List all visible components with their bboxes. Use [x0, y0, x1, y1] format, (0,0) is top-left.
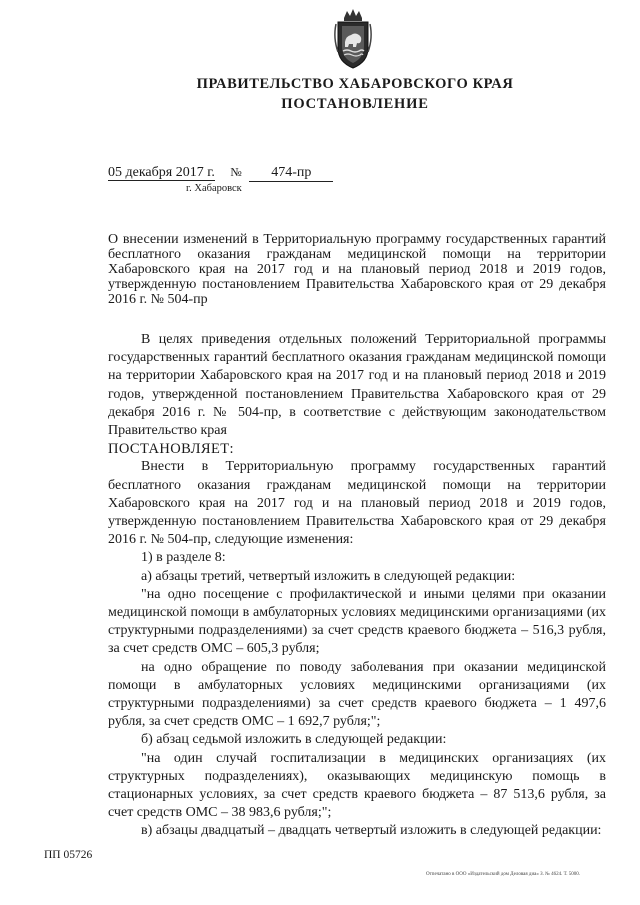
body-paragraph: 1) в разделе 8: [141, 550, 226, 566]
body-paragraph: "на один случай госпитализации в медицинских организациях (их структурных подразделениях), оказывающих медицинскую помощь в стационарных условиях, за счет средств краевого бюджета – 87 513,6 рубля, за счет средств ОМС – 38 983,6 рубля;"; [108, 750, 606, 821]
body-paragraph: а) абзацы третий, четвертый изложить в следующей редакции: [141, 568, 516, 584]
document-title: О внесении изменений в Территориальную программу государственных гарантий бесплатного оказания гражданам медицинской помощи на территории Хабаровского края на 2017 год и на плановый период 2018 и 2019 годов, утвержденную постановлением Правительства Хабаровского края от 29 декабря 2016 г. № 504-пр [108, 232, 606, 307]
government-name: ПРАВИТЕЛЬСТВО ХАБАРОВСКОГО КРАЯ [196, 76, 514, 92]
number-sign: № [230, 165, 242, 179]
body-paragraph: в) абзацы двадцатый – двадцать четвертый изложить в следующей редакции: [141, 823, 602, 839]
body-paragraph: б) абзац седьмой изложить в следующей редакции: [141, 732, 447, 748]
footer-document-code: ПП 05726 [44, 849, 93, 861]
decree-city: г. Хабаровск [186, 183, 242, 194]
decree-word: ПОСТАНОВЛЯЕТ: [108, 441, 234, 458]
body-paragraph: Внести в Территориальную программу государственных гарантий бесплатного оказания гражданам медицинской помощи на территории Хабаровского края на 2017 год и на плановый период 2018 и 2019 годов, утвержденную постановлением Правительства Хабаровского края от 29 декабря 2016 г. № 504-пр, следующие изменения: [108, 459, 606, 548]
printer-imprint: Отпечатано в ООО «Издательский дом Деловая диа» З. № 4624. Т. 5000. [426, 872, 580, 877]
body-paragraph: "на одно посещение с профилактической и иными целями при оказании медицинской помощи в амбулаторных условиях медицинскими организациями (их структурными подразделениями) за счет средств краевого бюджета – 516,3 рубля, за счет средств ОМС – 605,3 рубля; [108, 586, 606, 657]
decree-number: 474-пр [249, 165, 333, 182]
decree-date-line [108, 165, 333, 182]
coat-of-arms-emblem [330, 8, 376, 72]
decree-date: 05 декабря 2017 г. [108, 165, 215, 180]
body-paragraph: на одно обращение по поводу заболевания при оказании медицинской помощи в амбулаторных условиях медицинскими организациями (их структурными подразделениями) за счет средств краевого бюджета – 1 497,6 рубля, за счет средств ОМС – 1 692,7 рубля;"; [108, 659, 606, 730]
document-body [108, 331, 606, 841]
preamble-paragraph: В целях приведения отдельных положений Территориальной программы государственных гарантий бесплатного оказания гражданам медицинской помощи на территории Хабаровского края на 2017 год и на плановый период 2018 и 2019 годов, утвержденной постановлением Правительства Хабаровского края от 29 декабря 2016 г. № 504-пр, в соответствие с действующим законодательством Правительство края [108, 332, 606, 439]
document-type: ПОСТАНОВЛЕНИЕ [281, 96, 429, 112]
